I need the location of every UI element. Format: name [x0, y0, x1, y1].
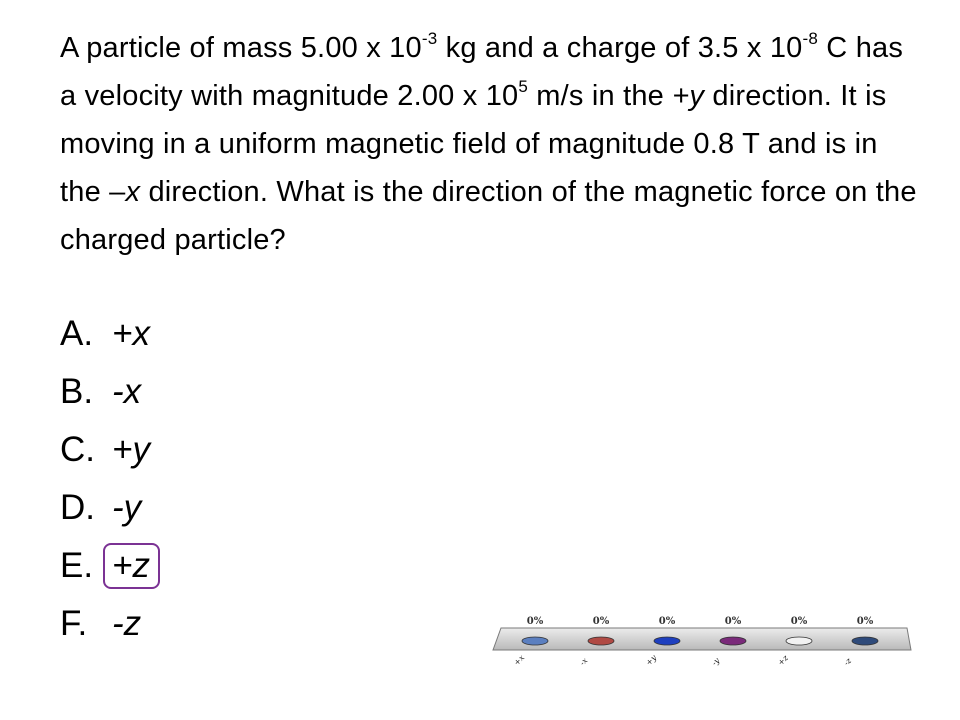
choice-d[interactable] [60, 479, 150, 537]
category-tick-label: +y [644, 653, 659, 668]
poll-results-chart [485, 612, 925, 676]
choice-text: -x [112, 372, 142, 411]
category-tick-label: -x [578, 655, 590, 668]
category-tick-label: -z [842, 656, 854, 668]
choice-text: +x [112, 314, 150, 353]
bar-value-label: 0% [526, 616, 544, 627]
choice-c[interactable] [60, 421, 150, 479]
direction-label: x [125, 176, 141, 208]
bar-value-label: 0% [724, 616, 742, 627]
question-part: m/s in the [528, 80, 673, 112]
bar-value-label: 0% [592, 616, 610, 627]
exponent: -3 [421, 29, 438, 48]
bar-base [654, 637, 680, 645]
answer-choices [60, 305, 150, 653]
bar-base [522, 637, 548, 645]
choice-letter: F. [60, 604, 88, 643]
choice-a[interactable] [60, 305, 150, 363]
direction-label: +y [672, 80, 705, 112]
bar-base [588, 637, 614, 645]
choice-text: +y [112, 430, 150, 469]
bar-value-label: 0% [856, 616, 874, 627]
bar-base [852, 637, 878, 645]
choice-text: -y [112, 488, 142, 527]
choice-letter: C. [60, 430, 95, 469]
choice-letter: D. [60, 488, 95, 527]
bar-value-label: 0% [790, 616, 808, 627]
choice-text: -z [112, 604, 142, 643]
bar-value-label: 0% [658, 616, 676, 627]
choice-letter: A. [60, 314, 94, 353]
question-part: direction. It is moving in a uniform magnetic field of magnitude 0.8 T and is in the – [60, 80, 887, 208]
choice-e[interactable] [60, 537, 150, 595]
choice-letter: E. [60, 546, 94, 585]
question-part: kg and a charge of 3.5 x 10 [437, 32, 803, 64]
choice-letter: B. [60, 372, 94, 411]
choice-text: +z [112, 546, 150, 585]
selected-answer-highlight [103, 543, 160, 589]
chart-platform [493, 628, 911, 650]
question-part: direction. What is the direction of the magnetic force on the charged particle? [60, 176, 917, 256]
category-tick-label: +x [512, 653, 527, 668]
category-tick-label: -y [710, 655, 722, 668]
choice-f[interactable] [60, 595, 150, 653]
choice-b[interactable] [60, 363, 150, 421]
question-text [60, 24, 920, 264]
exponent: -8 [802, 29, 819, 48]
category-tick-label: +z [776, 653, 791, 668]
bar-base [786, 637, 812, 645]
bar-base [720, 637, 746, 645]
exponent: 5 [518, 77, 529, 96]
question-part: C has a velocity with magnitude 2.00 x 10 [60, 32, 904, 112]
question-part: A particle of mass 5.00 x 10 [60, 32, 422, 64]
